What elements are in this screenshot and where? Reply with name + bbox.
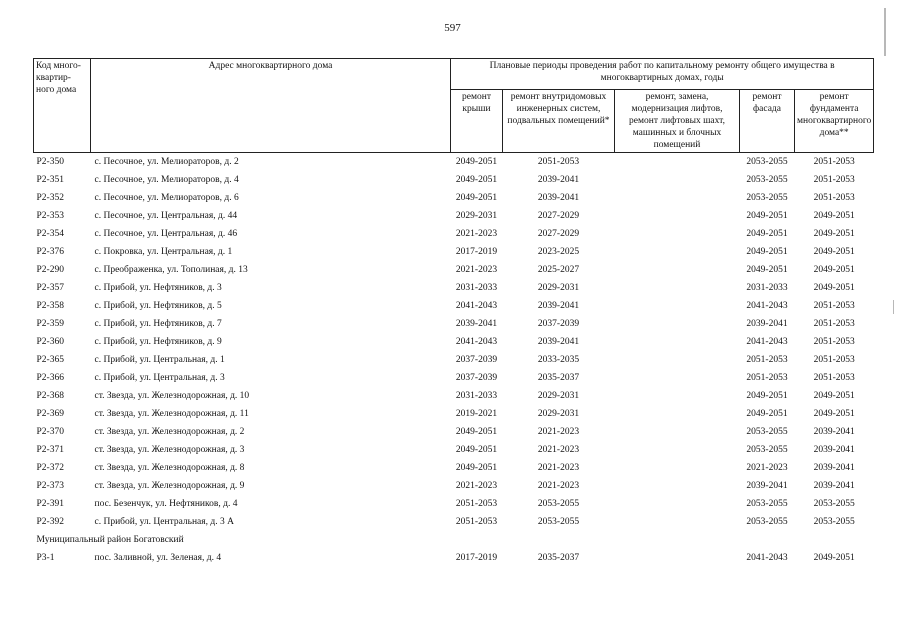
lifts-period-cell: [615, 477, 740, 495]
table-body: [34, 153, 874, 568]
house-code-cell: Р2-370: [36, 427, 64, 437]
facade-period-cell: 2051-2053: [746, 355, 788, 365]
header-house-code: Код много-квартир-ного дома: [34, 59, 91, 153]
facade-period-cell: 2053-2055: [746, 427, 788, 437]
house-address-cell: с. Прибой, ул. Нефтяников, д. 5: [94, 301, 222, 311]
foundation-period-cell: 2049-2051: [813, 391, 855, 401]
roof-period-cell: 2031-2033: [455, 391, 498, 401]
table-row: [34, 405, 874, 423]
systems-period-cell: 2035-2037: [537, 553, 580, 563]
section-row: [34, 531, 874, 549]
foundation-period-cell: 2051-2053: [813, 373, 855, 383]
house-address-cell: с. Прибой, ул. Нефтяников, д. 3: [94, 283, 222, 293]
house-code-cell: Р2-365: [36, 355, 64, 365]
systems-period-cell: 2053-2055: [537, 517, 580, 527]
facade-period-cell: 2049-2051: [746, 265, 788, 275]
foundation-period-cell: 2049-2051: [813, 283, 855, 293]
lifts-period-cell: [615, 171, 740, 189]
lifts-period-cell: [615, 333, 740, 351]
lifts-period-cell: [615, 405, 740, 423]
lifts-period-cell: [615, 315, 740, 333]
roof-period-cell: 2039-2041: [455, 319, 498, 329]
house-address-cell: пос. Заливной, ул. Зеленая, д. 4: [94, 553, 222, 563]
scan-artifact: [884, 8, 886, 56]
table-row: [34, 495, 874, 513]
lifts-period-cell: [615, 387, 740, 405]
facade-period-cell: 2039-2041: [746, 481, 788, 491]
table-row: [34, 171, 874, 189]
table-row: [34, 441, 874, 459]
roof-period-cell: 2021-2023: [455, 481, 498, 491]
house-address-cell: с. Песочное, ул. Центральная, д. 46: [94, 229, 238, 239]
lifts-period-cell: [615, 459, 740, 477]
table-row: [34, 387, 874, 405]
house-code-cell: Р2-391: [36, 499, 64, 509]
foundation-period-cell: 2049-2051: [813, 553, 855, 563]
foundation-period-cell: 2053-2055: [813, 499, 855, 509]
house-address-cell: с. Прибой, ул. Нефтяников, д. 9: [94, 337, 222, 347]
roof-period-cell: 2031-2033: [455, 283, 498, 293]
capital-repair-schedule-table: [33, 58, 874, 567]
table-row: [34, 279, 874, 297]
facade-period-cell: 2053-2055: [746, 193, 788, 203]
house-address-cell: пос. Безенчук, ул. Нефтяников, д. 4: [94, 499, 238, 509]
house-address-cell: ст. Звезда, ул. Железнодорожная, д. 9: [94, 481, 245, 491]
house-address-cell: с. Прибой, ул. Центральная, д. 3: [94, 373, 225, 383]
section-title: Муниципальный район Богатовский: [36, 535, 184, 545]
facade-period-cell: 2053-2055: [746, 445, 788, 455]
lifts-period-cell: [615, 423, 740, 441]
roof-period-cell: 2041-2043: [455, 337, 498, 347]
table-row: [34, 459, 874, 477]
lifts-period-cell: [615, 549, 740, 567]
lifts-period-cell: [615, 207, 740, 225]
house-code-cell: Р2-368: [36, 391, 64, 401]
house-address-cell: с. Прибой, ул. Нефтяников, д. 7: [94, 319, 222, 329]
table-row: [34, 297, 874, 315]
house-code-cell: Р2-350: [36, 157, 64, 167]
house-code-cell: Р2-357: [36, 283, 64, 293]
house-address-cell: ст. Звезда, ул. Железнодорожная, д. 11: [94, 409, 249, 419]
lifts-period-cell: [615, 369, 740, 387]
header-address: Адрес многоквартирного дома: [91, 59, 451, 153]
table-row: [34, 261, 874, 279]
facade-period-cell: 2049-2051: [746, 211, 788, 221]
house-address-cell: с. Песочное, ул. Центральная, д. 44: [94, 211, 238, 221]
systems-period-cell: 2039-2041: [537, 193, 580, 203]
facade-period-cell: 2049-2051: [746, 409, 788, 419]
table-row: [34, 351, 874, 369]
roof-period-cell: 2049-2051: [455, 175, 498, 185]
house-code-cell: Р2-373: [36, 481, 64, 491]
foundation-period-cell: 2053-2055: [813, 517, 855, 527]
house-code-cell: Р2-290: [36, 265, 64, 275]
house-code-cell: Р2-369: [36, 409, 64, 419]
foundation-period-cell: 2049-2051: [813, 265, 855, 275]
header-lift-repair: ремонт, замена, модернизация лифтов, ремонт лифтовых шахт, машинных и блочных помещений: [615, 90, 740, 153]
foundation-period-cell: 2051-2053: [813, 355, 855, 365]
roof-period-cell: 2041-2043: [455, 301, 498, 311]
header-planned-periods: Плановые периоды проведения работ по капитальному ремонту общего имущества в многоквартирных домах, годы: [451, 59, 874, 90]
facade-period-cell: 2053-2055: [746, 499, 788, 509]
systems-period-cell: 2029-2031: [537, 283, 580, 293]
table-row: [34, 315, 874, 333]
house-address-cell: ст. Звезда, ул. Железнодорожная, д. 2: [94, 427, 245, 437]
roof-period-cell: 2017-2019: [455, 247, 498, 257]
foundation-period-cell: 2051-2053: [813, 319, 855, 329]
table-row: [34, 549, 874, 567]
systems-period-cell: 2029-2031: [537, 409, 580, 419]
foundation-period-cell: 2051-2053: [813, 301, 855, 311]
facade-period-cell: 2053-2055: [746, 175, 788, 185]
facade-period-cell: 2053-2055: [746, 157, 788, 167]
roof-period-cell: 2017-2019: [455, 553, 498, 563]
house-code-cell: Р2-352: [36, 193, 64, 203]
house-address-cell: с. Преображенка, ул. Тополиная, д. 13: [94, 265, 248, 275]
house-address-cell: с. Песочное, ул. Мелиораторов, д. 4: [94, 175, 239, 185]
systems-period-cell: 2053-2055: [537, 499, 580, 509]
foundation-period-cell: 2049-2051: [813, 211, 855, 221]
foundation-period-cell: 2039-2041: [813, 427, 855, 437]
systems-period-cell: 2039-2041: [537, 337, 580, 347]
roof-period-cell: 2021-2023: [455, 229, 498, 239]
table-row: [34, 477, 874, 495]
systems-period-cell: 2027-2029: [537, 229, 580, 239]
systems-period-cell: 2037-2039: [537, 319, 580, 329]
systems-period-cell: 2039-2041: [537, 175, 580, 185]
foundation-period-cell: 2051-2053: [813, 337, 855, 347]
lifts-period-cell: [615, 495, 740, 513]
table-row: [34, 369, 874, 387]
house-code-cell: Р2-360: [36, 337, 64, 347]
facade-period-cell: 2021-2023: [746, 463, 788, 473]
facade-period-cell: 2041-2043: [746, 337, 788, 347]
table-row: [34, 423, 874, 441]
systems-period-cell: 2021-2023: [537, 481, 580, 491]
systems-period-cell: 2027-2029: [537, 211, 580, 221]
house-address-cell: с. Прибой, ул. Центральная, д. 3 А: [94, 517, 234, 527]
header-foundation-repair: ремонт фундамента многоквартирного дома**: [795, 90, 874, 153]
systems-period-cell: 2035-2037: [537, 373, 580, 383]
header-facade-repair: ремонт фасада: [740, 90, 795, 153]
lifts-period-cell: [615, 261, 740, 279]
house-address-cell: с. Прибой, ул. Центральная, д. 1: [94, 355, 225, 365]
foundation-period-cell: 2051-2053: [813, 193, 855, 203]
roof-period-cell: 2049-2051: [455, 445, 498, 455]
systems-period-cell: 2021-2023: [537, 463, 580, 473]
table-row: [34, 333, 874, 351]
systems-period-cell: 2033-2035: [537, 355, 580, 365]
scan-artifact: [893, 300, 894, 314]
house-address-cell: ст. Звезда, ул. Железнодорожная, д. 10: [94, 391, 250, 401]
foundation-period-cell: 2049-2051: [813, 247, 855, 257]
header-engineering-systems-repair: ремонт внутридомовых инженерных систем, подвальных помещений*: [503, 90, 615, 153]
lifts-period-cell: [615, 351, 740, 369]
lifts-period-cell: [615, 279, 740, 297]
house-code-cell: Р2-372: [36, 463, 64, 473]
house-code-cell: Р2-354: [36, 229, 64, 239]
roof-period-cell: 2051-2053: [455, 517, 498, 527]
table-row: [34, 243, 874, 261]
page-number: 597: [444, 22, 461, 34]
roof-period-cell: 2049-2051: [455, 157, 498, 167]
roof-period-cell: 2029-2031: [455, 211, 498, 221]
foundation-period-cell: 2051-2053: [813, 157, 855, 167]
table-row: [34, 225, 874, 243]
house-address-cell: ст. Звезда, ул. Железнодорожная, д. 3: [94, 445, 245, 455]
table-row: [34, 207, 874, 225]
lifts-period-cell: [615, 153, 740, 172]
foundation-period-cell: 2051-2053: [813, 175, 855, 185]
roof-period-cell: 2049-2051: [455, 193, 498, 203]
systems-period-cell: 2029-2031: [537, 391, 580, 401]
house-address-cell: с. Песочное, ул. Мелиораторов, д. 2: [94, 157, 239, 167]
systems-period-cell: 2021-2023: [537, 445, 580, 455]
lifts-period-cell: [615, 225, 740, 243]
facade-period-cell: 2041-2043: [746, 301, 788, 311]
house-code-cell: Р2-371: [36, 445, 64, 455]
house-code-cell: Р2-351: [36, 175, 64, 185]
systems-period-cell: 2025-2027: [537, 265, 580, 275]
systems-period-cell: 2039-2041: [537, 301, 580, 311]
roof-period-cell: 2037-2039: [455, 373, 498, 383]
facade-period-cell: 2053-2055: [746, 517, 788, 527]
lifts-period-cell: [615, 189, 740, 207]
table-row: [34, 513, 874, 531]
systems-period-cell: 2021-2023: [537, 427, 580, 437]
facade-period-cell: 2051-2053: [746, 373, 788, 383]
house-code-cell: Р2-376: [36, 247, 64, 257]
table-row: [34, 189, 874, 207]
lifts-period-cell: [615, 243, 740, 261]
house-code-cell: Р2-392: [36, 517, 64, 527]
roof-period-cell: 2037-2039: [455, 355, 498, 365]
roof-period-cell: 2019-2021: [455, 409, 498, 419]
house-address-cell: ст. Звезда, ул. Железнодорожная, д. 8: [94, 463, 245, 473]
house-address-cell: с. Покровка, ул. Центральная, д. 1: [94, 247, 233, 257]
systems-period-cell: 2051-2053: [537, 157, 580, 167]
foundation-period-cell: 2039-2041: [813, 481, 855, 491]
facade-period-cell: 2031-2033: [746, 283, 788, 293]
lifts-period-cell: [615, 297, 740, 315]
roof-period-cell: 2051-2053: [455, 499, 498, 509]
facade-period-cell: 2049-2051: [746, 391, 788, 401]
facade-period-cell: 2039-2041: [746, 319, 788, 329]
facade-period-cell: 2041-2043: [746, 553, 788, 563]
house-code-cell: Р2-358: [36, 301, 64, 311]
house-code-cell: Р3-1: [36, 553, 55, 563]
foundation-period-cell: 2049-2051: [813, 229, 855, 239]
house-code-cell: Р2-366: [36, 373, 64, 383]
house-address-cell: с. Песочное, ул. Мелиораторов, д. 6: [94, 193, 239, 203]
lifts-period-cell: [615, 441, 740, 459]
roof-period-cell: 2049-2051: [455, 427, 498, 437]
roof-period-cell: 2021-2023: [455, 265, 498, 275]
lifts-period-cell: [615, 513, 740, 531]
foundation-period-cell: 2039-2041: [813, 463, 855, 473]
house-code-cell: Р2-359: [36, 319, 64, 329]
foundation-period-cell: 2039-2041: [813, 445, 855, 455]
house-code-cell: Р2-353: [36, 211, 64, 221]
systems-period-cell: 2023-2025: [537, 247, 580, 257]
foundation-period-cell: 2049-2051: [813, 409, 855, 419]
header-roof-repair: ремонт крыши: [451, 90, 503, 153]
facade-period-cell: 2049-2051: [746, 229, 788, 239]
roof-period-cell: 2049-2051: [455, 463, 498, 473]
facade-period-cell: 2049-2051: [746, 247, 788, 257]
table-row: [34, 153, 874, 172]
